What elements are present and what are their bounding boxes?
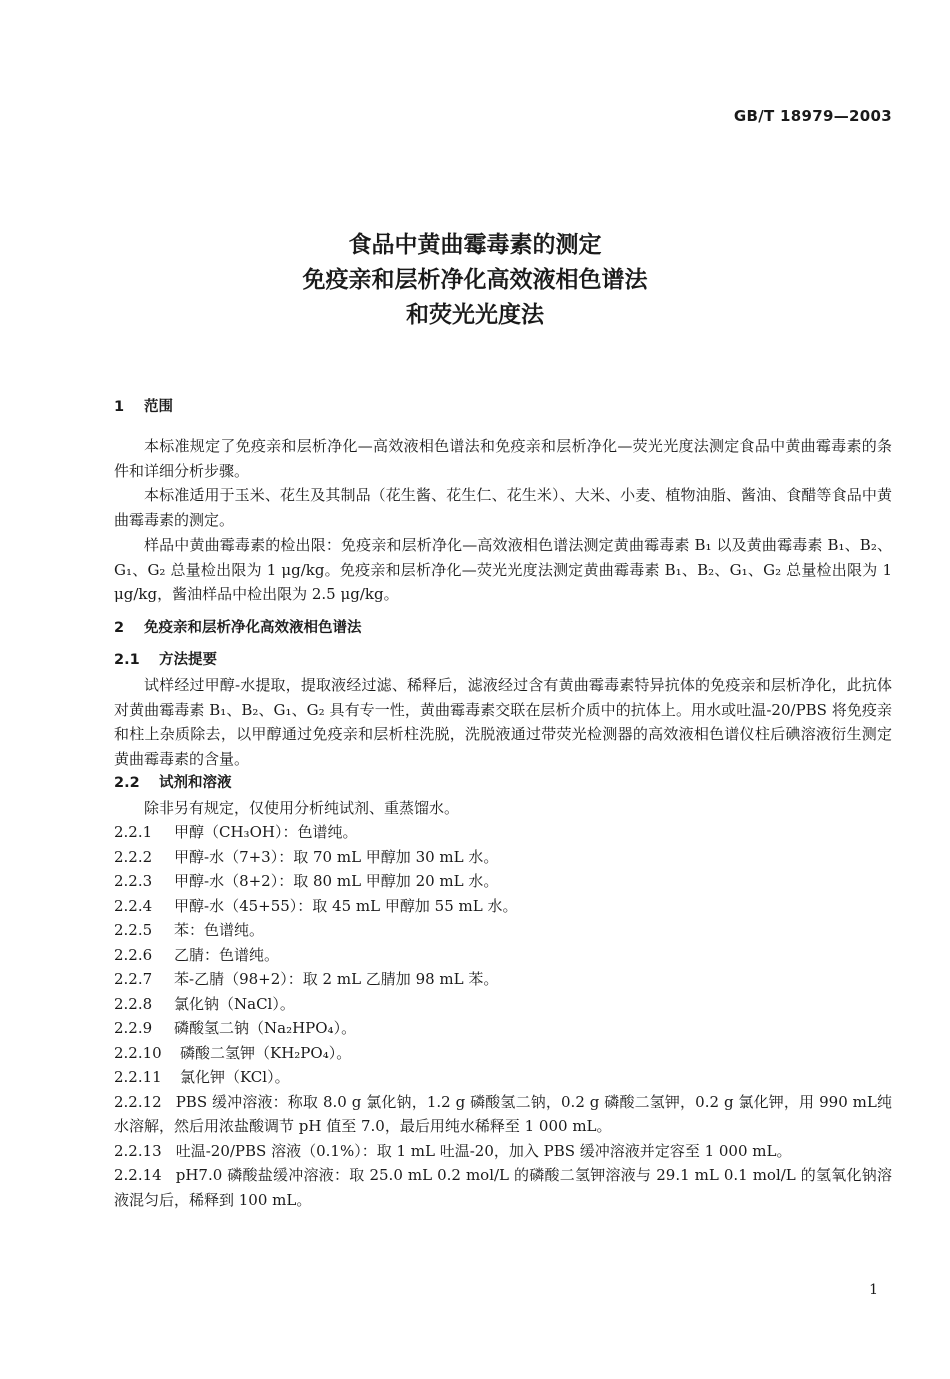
item-text: 氯化钾（KCl）。: [180, 1068, 290, 1087]
scope-paragraph-1: 本标准规定了免疫亲和层析净化—高效液相色谱法和免疫亲和层析净化—荧光光度法测定食品中黄曲霉毒素的条件和详细分析步骤。: [114, 437, 892, 480]
item-number: 2.2.14: [114, 1166, 162, 1185]
item-number: 2.2.2: [114, 847, 153, 866]
item-number: 2.2.12: [114, 1092, 162, 1111]
reagents-intro: 除非另有规定，仅使用分析纯试剂、重蒸馏水。: [144, 798, 460, 817]
item-number: 2.2.10: [114, 1043, 162, 1062]
list-item: [114, 1090, 892, 1139]
subsection-number: 2.2: [114, 774, 140, 791]
item-text: 乙腈：色谱纯。: [174, 945, 280, 964]
list-item: [114, 894, 892, 919]
list-item: [114, 869, 892, 894]
item-text: PBS 缓冲溶液：称取 8.0 g 氯化钠，1.2 g 磷酸氢二钠，0.2 g 磷酸二氢钾，0.2 g 氯化钾，用 990 mL纯水溶解，然后用浓盐酸调节 pH 值至 7.0，最后用纯水稀释至 1 000 mL。: [114, 1092, 892, 1136]
item-number: 2.2.9: [114, 1019, 153, 1038]
item-number: 2.2.1: [114, 823, 153, 842]
subsection-2-1-heading: [114, 651, 892, 669]
page-number: 1: [869, 1282, 878, 1298]
item-number: 2.2.4: [114, 896, 153, 915]
item-number: 2.2.11: [114, 1068, 162, 1087]
item-number: 2.2.3: [114, 872, 153, 891]
section-title: 范围: [144, 399, 173, 415]
item-text: 磷酸氢二钠（Na₂HPO₄）。: [174, 1019, 357, 1038]
list-item: [114, 1139, 892, 1164]
title-line-2: 免疫亲和层析净化高效液相色谱法: [302, 267, 648, 293]
item-text: 苯：色谱纯。: [174, 921, 265, 940]
item-text: 氯化钠（NaCl）。: [174, 994, 295, 1013]
list-item: [114, 943, 892, 968]
list-item: [114, 820, 892, 845]
section-title: 免疫亲和层析净化高效液相色谱法: [144, 619, 362, 636]
list-item: [114, 1163, 892, 1212]
document-title: [0, 228, 950, 333]
scope-paragraph-2: 本标准适用于玉米、花生及其制品（花生酱、花生仁、花生米）、大米、小麦、植物油脂、酱油、食醋等食品中黄曲霉毒素的测定。: [114, 486, 892, 530]
item-number: 2.2.8: [114, 994, 153, 1013]
section-number: 2: [114, 619, 125, 636]
item-text: pH7.0 磷酸盐缓冲溶液：取 25.0 mL 0.2 mol/L 的磷酸二氢钾溶液与 29.1 mL 0.1 mol/L 的氢氧化钠溶液混匀后，稀释到 100 mL。: [114, 1166, 892, 1209]
list-item: [114, 918, 892, 943]
section-2-heading: [114, 619, 892, 637]
item-text: 甲醇-水（8+2）：取 80 mL 甲醇加 20 mL 水。: [174, 872, 499, 891]
title-line-1: 食品中黄曲霉毒素的测定: [348, 232, 602, 258]
list-item: [114, 1041, 892, 1066]
standard-code: GB/T 18979—2003: [733, 107, 892, 125]
item-number: 2.2.5: [114, 921, 153, 940]
item-text: 甲醇-水（7+3）：取 70 mL 甲醇加 30 mL 水。: [174, 847, 499, 866]
title-line-3: 和荧光光度法: [406, 302, 544, 328]
item-text: 苯-乙腈（98+2）：取 2 mL 乙腈加 98 mL 苯。: [174, 970, 499, 989]
item-number: 2.2.6: [114, 945, 153, 964]
section-1-heading: [114, 398, 892, 416]
item-number: 2.2.13: [114, 1141, 162, 1160]
item-text: 磷酸二氢钾（KH₂PO₄）。: [180, 1043, 352, 1062]
item-text: 吐温-20/PBS 溶液（0.1%）：取 1 mL 吐温-20，加入 PBS 缓冲溶液并定容至 1 000 mL。: [175, 1141, 792, 1160]
list-item: [114, 967, 892, 992]
item-text: 甲醇-水（45+55）：取 45 mL 甲醇加 55 mL 水。: [174, 896, 518, 915]
list-item: [114, 1065, 892, 1090]
section-number: 1: [114, 399, 125, 415]
subsection-number: 2.1: [114, 651, 140, 668]
list-item: [114, 992, 892, 1017]
item-text: 甲醇（CH₃OH）：色谱纯。: [174, 823, 358, 842]
list-item: [114, 845, 892, 870]
scope-paragraph-3: 样品中黄曲霉毒素的检出限：免疫亲和层析净化—高效液相色谱法测定黄曲霉毒素 B₁ 以及黄曲霉毒素 B₁、B₂、G₁、G₂ 总量检出限为 1 μg/kg。免疫亲和层析净化—荧光光度法测定黄曲霉毒素 B₁、B₂、G₁、G₂ 总量检出限为 1 μg/kg，酱油样品中检出限为 2.5 μg/kg。: [114, 535, 892, 604]
subsection-title: 方法提要: [159, 651, 217, 668]
method-summary-paragraph: 试样经过甲醇-水提取，提取液经过滤、稀释后，滤液经过含有黄曲霉毒素特异抗体的免疫亲和层析净化，此抗体对黄曲霉毒素 B₁、B₂、G₁、G₂ 具有专一性，黄曲霉毒素交联在层析介质中的抗体上。用水或吐温-20/PBS 将免疫亲和柱上杂质除去，以甲醇通过免疫亲和层析柱洗脱，洗脱液通过带荧光检测器的高效液相色谱仪柱后碘溶液衍生测定黄曲霉毒素的含量。: [114, 675, 892, 769]
subsection-title: 试剂和溶液: [159, 774, 232, 791]
item-number: 2.2.7: [114, 970, 153, 989]
list-item: [114, 1016, 892, 1041]
document-body: [114, 398, 892, 1212]
subsection-2-2-heading: [114, 774, 892, 792]
